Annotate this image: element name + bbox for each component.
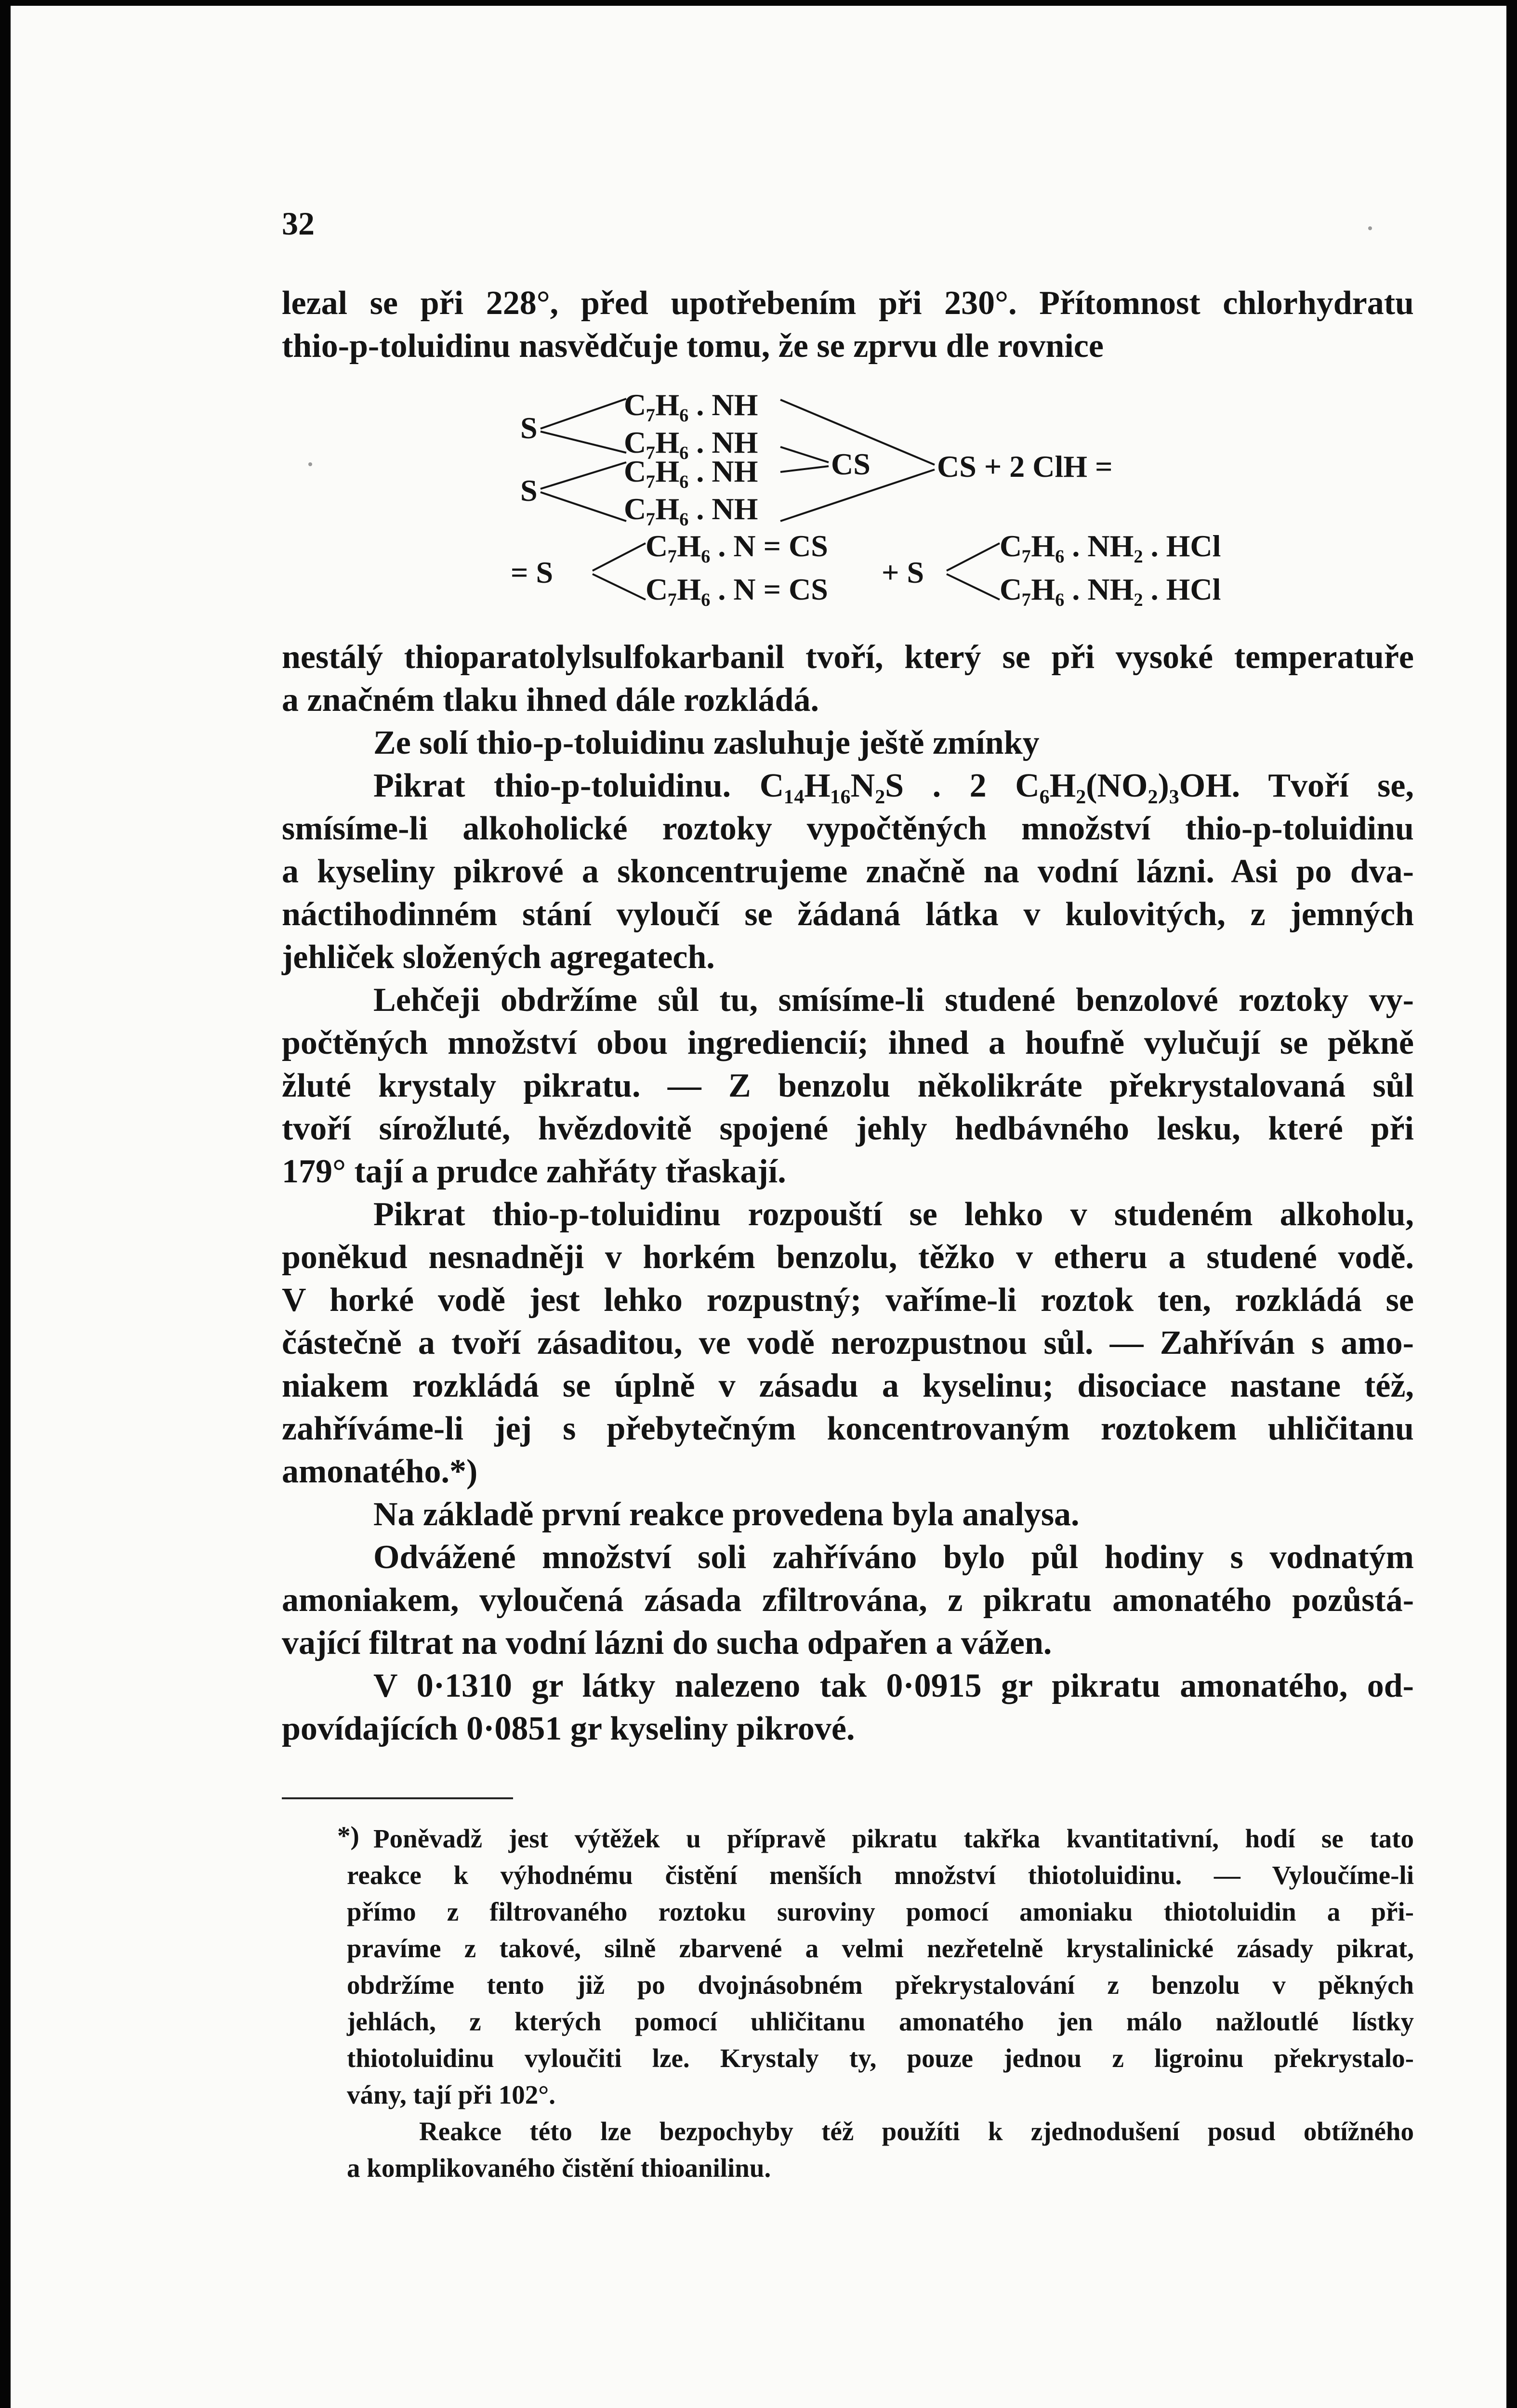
footnote-line: vány, tají při 102°. (347, 2080, 555, 2109)
text-line: vající filtrat na vodní lázni do sucha odpařen a vážen. (282, 1624, 1052, 1662)
footnote-line: a komplikovaného čistění thioanilinu. (347, 2153, 771, 2183)
text-line: a značném tlaku ihned dále rozkládá. (282, 681, 819, 719)
text-line: jehliček složených agregatech. (282, 939, 715, 976)
text-line: povídajících 0·0851 gr kyseliny pikrové. (282, 1710, 855, 1747)
text-line: náctihodinném stání vyloučí se žádaná látka v kulovitých, z jemných (282, 896, 1414, 933)
product-1-bottom: C₇H₆ . N = CS (646, 572, 828, 606)
text-line: zahříváme-li jej s přebytečným koncentrovaným roztokem uhličitanu (282, 1410, 1414, 1447)
bond-line (593, 574, 646, 600)
bond-line (541, 462, 626, 489)
formula-row-4: C₇H₆ . NH (624, 492, 758, 526)
text-line: Pikrat thio-p-toluidinu. C₁₄H₁₆N₂S . 2 C₆H₂(NO₂)₃OH. Tvoří se, (373, 767, 1414, 804)
equals-sulfur: = S (511, 555, 554, 589)
text-line: niakem rozkládá se úplně v zásadu a kyselinu; disociace nastane též, (282, 1367, 1414, 1404)
text-line: Na základě první reakce provedena byla analysa. (373, 1496, 1080, 1533)
text-line: Pikrat thio-p-toluidinu rozpouští se lehko v studeném alkoholu, (373, 1196, 1414, 1233)
text-line: počtěných množství obou ingrediencií; ihned a houfně vylučují se pěkně (282, 1024, 1414, 1061)
bond-line (541, 432, 626, 453)
bond-line (947, 574, 1000, 600)
text-line: tvoří sírožluté, hvězdovitě spojené jehly hedbávného lesku, které při (282, 1110, 1414, 1147)
formula-row-1: C₇H₆ . NH (624, 388, 758, 422)
footnote-mark: *) (337, 1821, 359, 1850)
product-2-top: C₇H₆ . NH₂ . HCl (1000, 529, 1221, 563)
text-line: amoniakem, vyloučená zásada zfiltrována, z pikratu amonatého pozůstá- (282, 1582, 1414, 1619)
footnote-line: Reakce této lze bezpochyby též použíti k zjednodušení posud obtížného (419, 2117, 1414, 2146)
cs-outer: CS + 2 ClH = (937, 449, 1113, 484)
sulfur-top: S (520, 411, 538, 445)
sulfur-bottom: S (520, 473, 538, 508)
plus-sulfur: + S (882, 555, 924, 589)
text-line: 179° tají a prudce zahřáty třaskají. (282, 1153, 786, 1190)
paragraph-intro (282, 282, 1414, 367)
footnote-line: obdržíme tento již po dvojnásobném překrystalování z benzolu v pěkných (347, 1970, 1414, 2000)
footnote-line: reakce k výhodnému čistění menších množství thiotoluidinu. — Vyloučíme-li (347, 1860, 1414, 1890)
text-line: thio-p-toluidinu nasvědčuje tomu, že se zprvu dle rovnice (282, 327, 1104, 365)
product-2-bottom: C₇H₆ . NH₂ . HCl (1000, 572, 1221, 606)
footnote-line: jehlách, z kterých pomocí uhličitanu amonatého jen málo nažloutlé lístky (347, 2007, 1414, 2036)
formula-row-3: C₇H₆ . NH (624, 454, 758, 488)
text-line: a kyseliny pikrové a skoncentrujeme značně na vodní lázni. Asi po dva- (282, 853, 1414, 890)
dust-speck (308, 462, 312, 466)
text-line: žluté krystaly pikratu. — Z benzolu několikráte překrystalovaná sůl (282, 1067, 1414, 1104)
product-1-top: C₇H₆ . N = CS (646, 529, 828, 563)
dust-speck (1368, 226, 1372, 230)
text-line: Odvážené množství soli zahříváno bylo půl hodiny s vodnatým (373, 1539, 1414, 1576)
bond-line (593, 543, 646, 571)
text-line: nestálý thioparatolylsulfokarbanil tvoří, který se při vysoké temperatuře (282, 639, 1414, 676)
footnote-line: thiotoluidinu vyloučiti lze. Krystaly ty, pouze jednou z ligroinu překrystalo- (347, 2043, 1414, 2073)
text-line: částečně a tvoří zásaditou, ve vodě nerozpustnou sůl. — Zahříván s amo- (282, 1324, 1414, 1361)
bond-line (780, 466, 829, 472)
page-number: 32 (282, 205, 315, 242)
formula-row-2: C₇H₆ . NH (624, 425, 758, 459)
footnote-line: Poněvadž jest výtěžek u přípravě pikratu takřka kvantitativní, hodí se tato (373, 1824, 1414, 1853)
bond-line (541, 399, 626, 429)
paragraph-2 (282, 636, 1414, 1750)
footnote-divider (282, 1797, 513, 1799)
footnote-line: pravíme z takové, silně zbarvené a velmi nezřetelně krystalinické zásady pikrat, (347, 1934, 1414, 1963)
bond-line (541, 492, 626, 521)
text-line: poněkud nesnadněji v horkém benzolu, těžko v etheru a studené vodě. (282, 1239, 1414, 1276)
text-line: amonatého.*) (282, 1453, 478, 1490)
chemical-equation (511, 385, 1281, 636)
bond-line (780, 447, 829, 462)
text-line: V horké vodě jest lehko rozpustný; vaříme-li roztok ten, rozkládá se (282, 1282, 1414, 1319)
text-line: Lehčeji obdržíme sůl tu, smísíme-li studené benzolové roztoky vy- (373, 982, 1414, 1019)
cs-inner: CS (831, 447, 871, 481)
text-line: V 0·1310 gr látky nalezeno tak 0·0915 gr pikratu amonatého, od- (373, 1667, 1414, 1704)
bond-line (947, 543, 1000, 571)
text-line: smísíme-li alkoholické roztoky vypočtěných množství thio-p-toluidinu (282, 810, 1414, 847)
text-line: Ze solí thio-p-toluidinu zasluhuje ještě zmínky (373, 724, 1040, 761)
text-line: lezal se při 228°, před upotřebením při 230°. Přítomnost chlorhydratu (282, 285, 1414, 322)
footnote-line: přímo z filtrovaného roztoku suroviny pomocí amoniaku thiotoluidin a při- (347, 1897, 1414, 1926)
